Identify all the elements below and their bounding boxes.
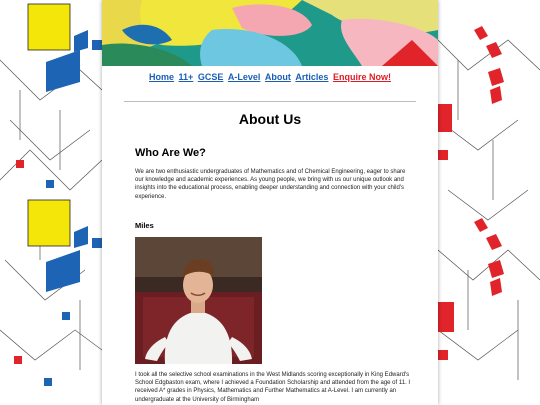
nav-link-articles[interactable]: Articles (295, 72, 329, 82)
header-banner-image (102, 0, 438, 66)
nav-link-about[interactable]: About (264, 72, 291, 82)
intro-paragraph: We are two enthusiastic undergraduates of Mathematics and of Chemical Engineering, eager to share our knowledge and academic experiences. As young people, we bring with us our unique outlook and insights into the educational process, enabling deeper understanding and connection with your child's experience. (135, 169, 406, 200)
enquire-now-link[interactable]: Enquire Now! (332, 72, 391, 82)
bio-paragraph: I took all the selective school examinations in the West Midlands scoring exceptionally in King Edward's School Edgbaston exam, where I achieved a Foundation Scholarship and attended from the age of 11. I received A* grades in Physics, Mathematics and Further Mathematics at A-Level. I am currently an undergraduate at the University of Birmingham (135, 372, 411, 403)
profile-photo (135, 237, 262, 364)
nav-link-11plus[interactable]: 11+ (178, 72, 194, 82)
nav-link-gcse[interactable]: GCSE (197, 72, 224, 82)
main-nav (102, 72, 438, 82)
nav-link-a-level[interactable]: A-Level (227, 72, 261, 82)
who-are-we-heading: Who Are We? (135, 147, 206, 159)
nav-link-home[interactable]: Home (149, 72, 175, 82)
page-title: About Us (238, 111, 302, 127)
background-pattern-right (438, 0, 540, 405)
background-pattern-left (0, 0, 102, 405)
person-name: Miles (135, 221, 154, 230)
content-page (102, 0, 438, 405)
divider (124, 101, 416, 102)
